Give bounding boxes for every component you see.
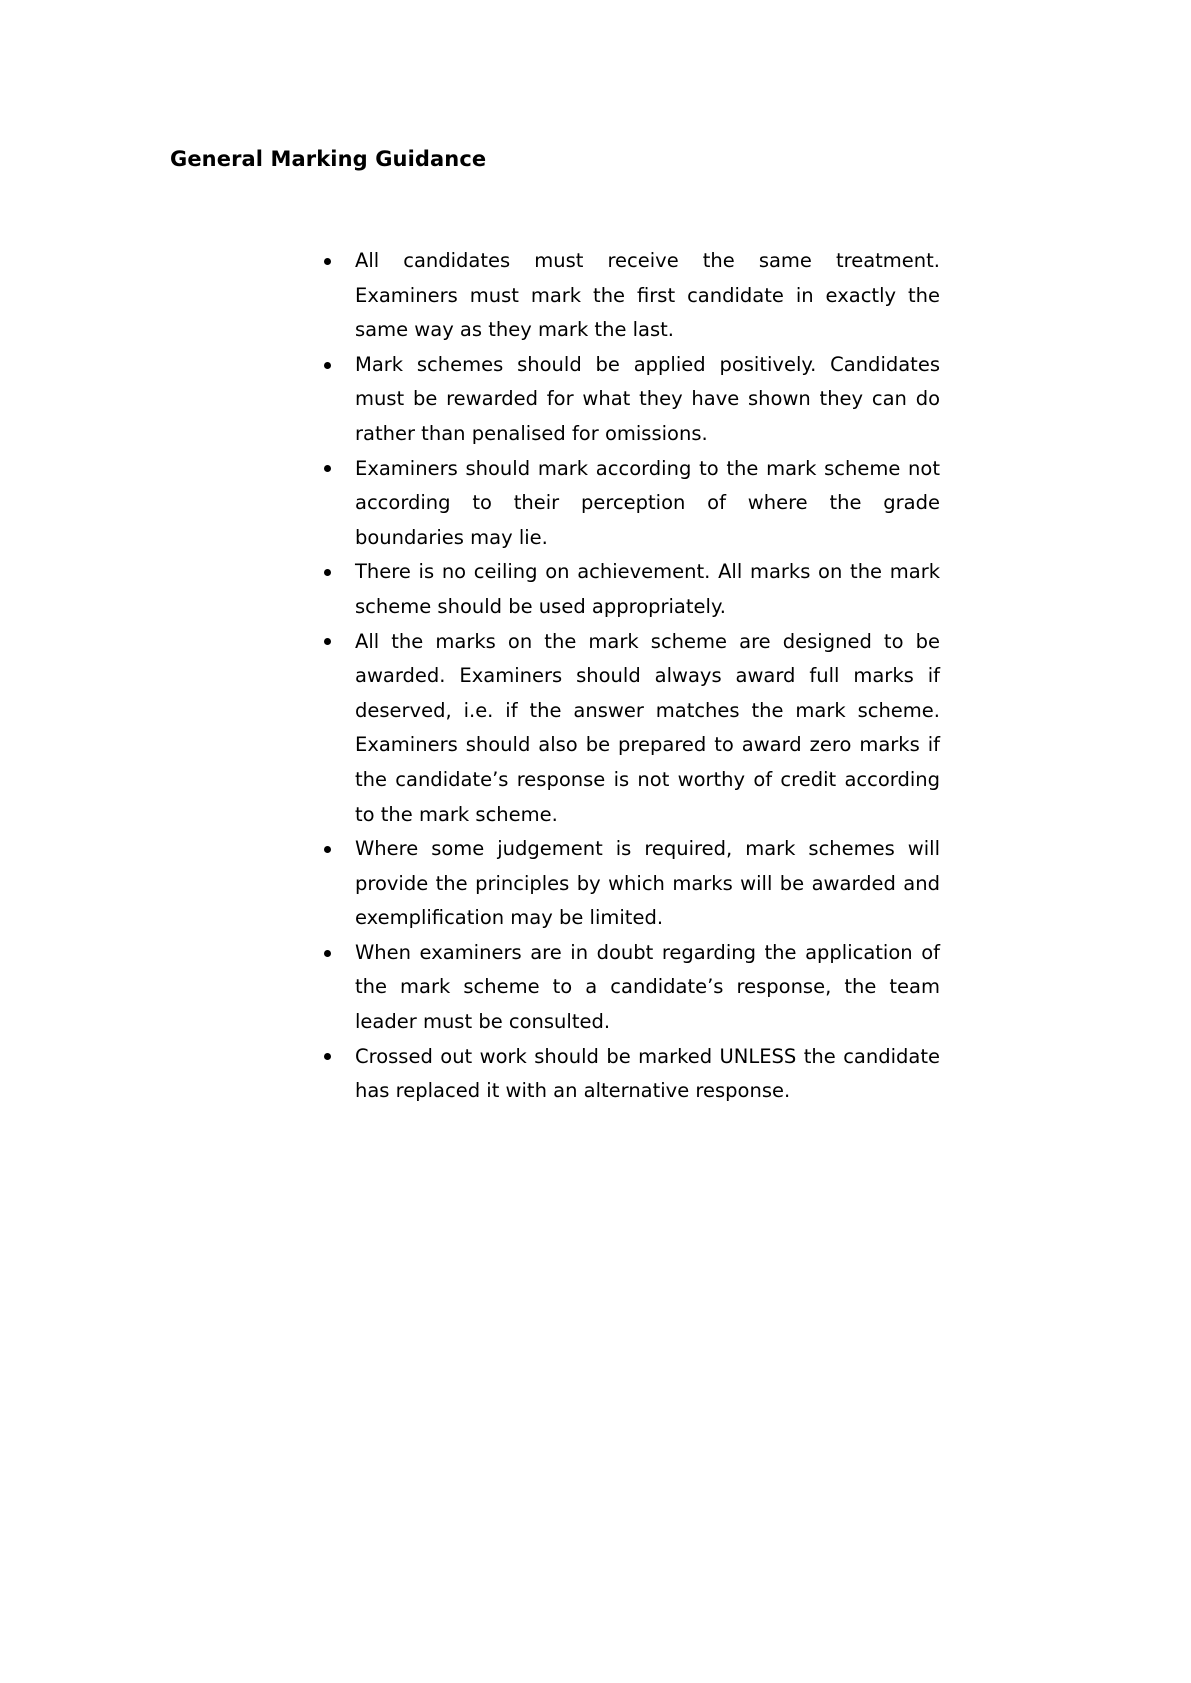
bullet-icon — [321, 452, 333, 487]
bullet-icon — [321, 244, 333, 279]
list-item — [355, 244, 940, 348]
list-item — [355, 555, 940, 624]
list-item — [355, 625, 940, 833]
bullet-icon — [321, 348, 333, 383]
list-item-text: All candidates must receive the same treatment. Examiners must mark the first candidate in exactly the same way as they mark the last. — [355, 249, 940, 342]
list-item-text: Examiners should mark according to the mark scheme not according to their perception of where the grade boundaries may lie. — [355, 456, 940, 549]
bullet-icon — [321, 555, 333, 590]
list-item-text: When examiners are in doubt regarding the application of the mark scheme to a candidate’s response, the team leader must be consulted. — [355, 940, 940, 1034]
list-item-text: Where some judgement is required, mark schemes will provide the principles by which marks will be awarded and exemplification may be limited. — [355, 837, 940, 930]
bullet-icon — [321, 625, 333, 660]
list-item-text: Crossed out work should be marked UNLESS the candidate has replaced it with an alternative response. — [355, 1044, 940, 1103]
page-title: General Marking Guidance — [170, 147, 487, 171]
list-item-text: Mark schemes should be applied positively. Candidates must be rewarded for what they have shown they can do rather than penalised for omissions. — [355, 352, 940, 445]
list-item — [355, 832, 940, 936]
list-item — [355, 452, 940, 556]
guidance-list — [355, 244, 940, 1109]
list-item-text: There is no ceiling on achievement. All marks on the mark scheme should be used appropriately. — [355, 560, 940, 618]
bullet-icon — [321, 832, 333, 867]
list-item — [355, 936, 940, 1040]
list-item — [355, 348, 940, 452]
list-item-text: All the marks on the mark scheme are designed to be awarded. Examiners should always award full marks if deserved, i.e. if the answer matches the mark scheme. Examiners should also be prepared to award zero marks if the candidate’s response is not worthy of credit according to the mark scheme. — [355, 629, 940, 826]
list-item — [355, 1040, 940, 1109]
bullet-icon — [321, 1040, 333, 1075]
bullet-icon — [321, 936, 333, 971]
